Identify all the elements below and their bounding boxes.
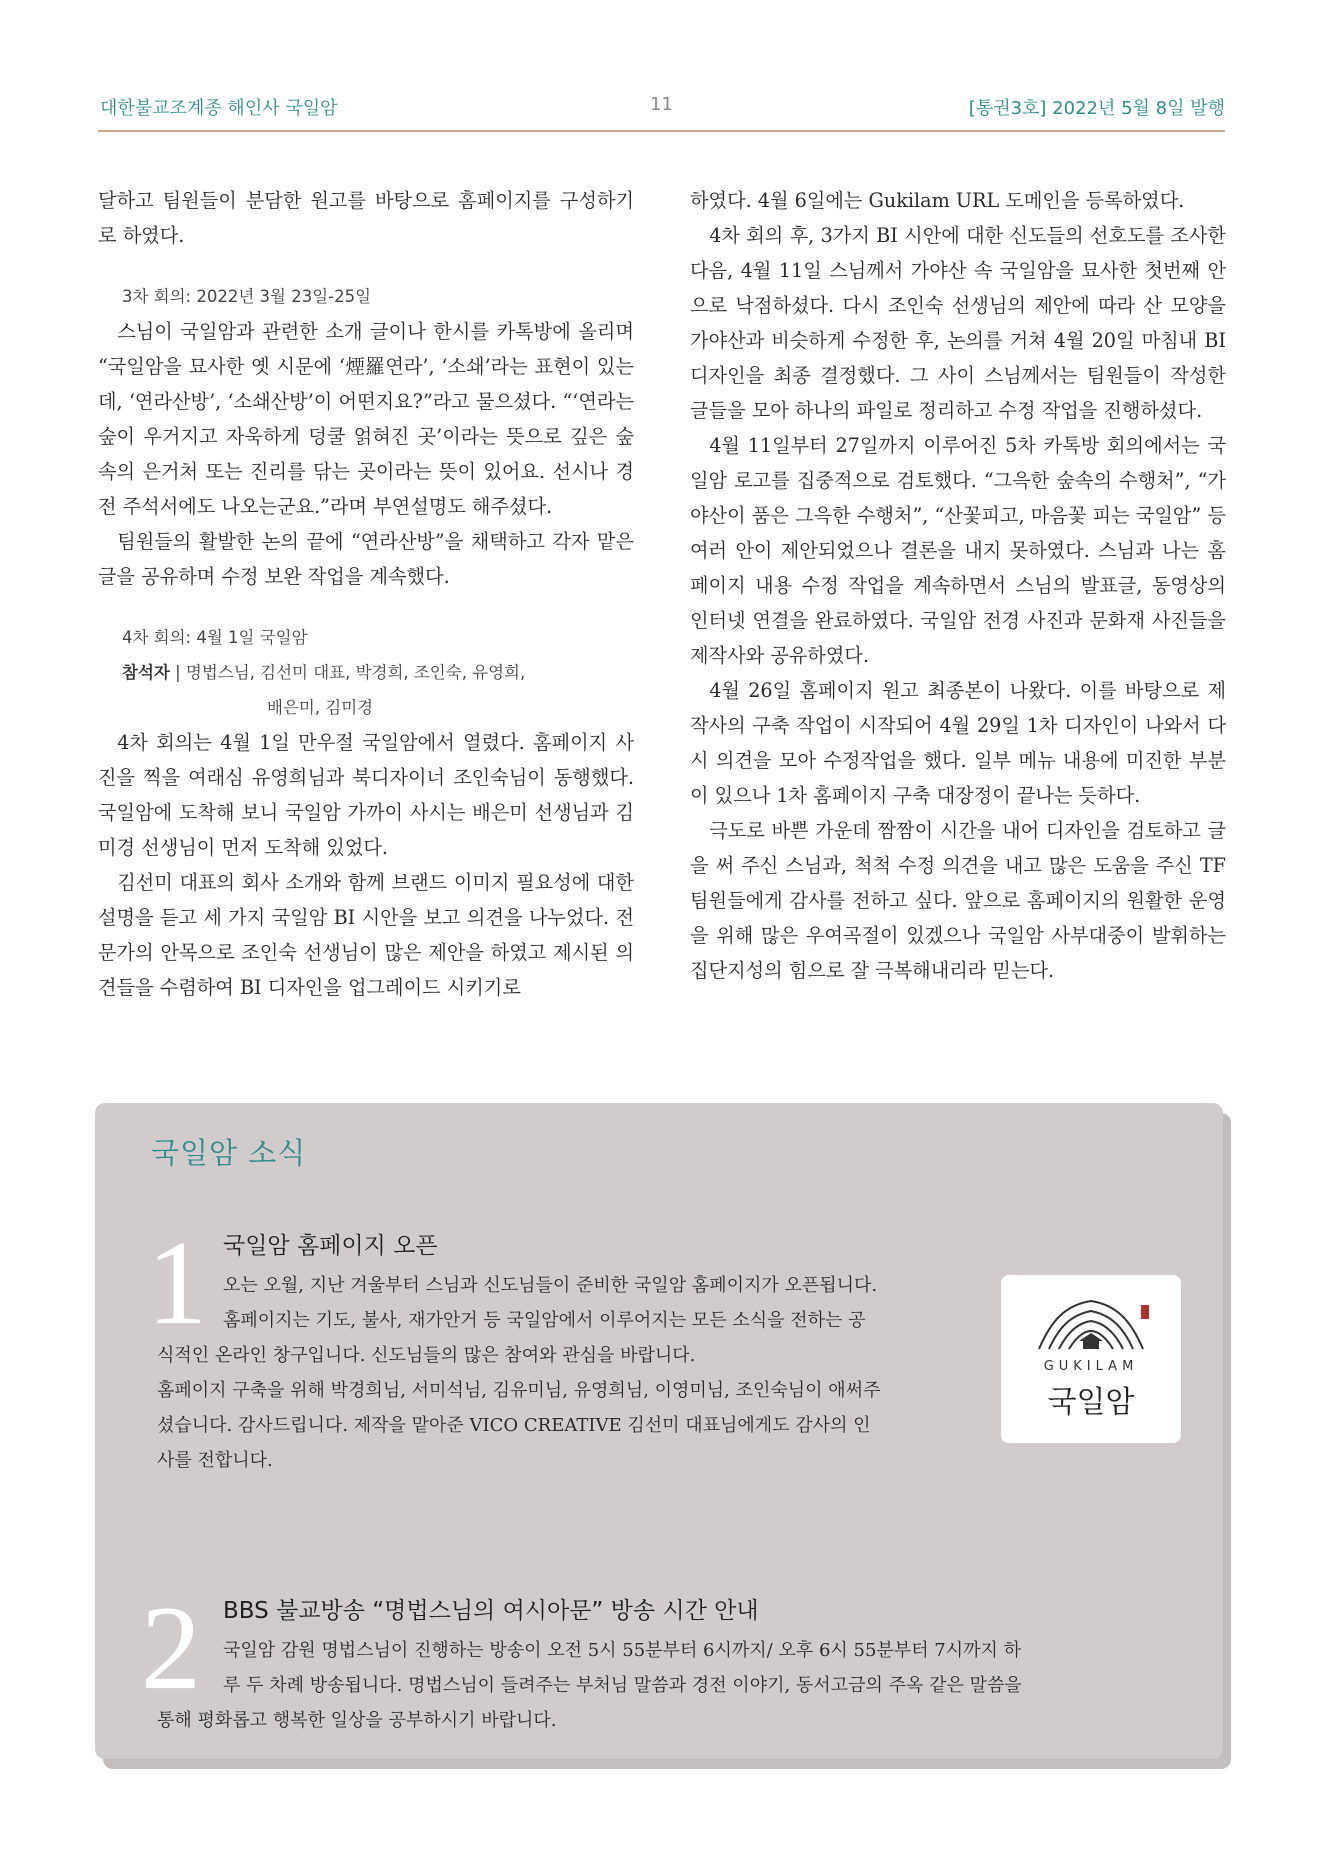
item-2-line: 통해 평화롭고 행복한 일상을 공부하시기 바랍니다. [157,1710,557,1731]
attendees-separator: | [175,663,186,682]
paragraph: 4차 회의는 4월 1일 만우절 국일암에서 열렸다. 홈페이지 사진을 찍을 여래심 유영희님과 북디자이너 조인숙님이 동행했다. 국일암에 도착해 보니 국일암 가까이 사시는 배은미 선생님과 김미경 선생님이 먼저 도착해 있었다. [98,731,634,859]
gukilam-logo-card [1001,1275,1181,1443]
item-1-line: 식적인 온라인 창구입니다. 신도님들의 많은 참여와 관심을 바랍니다. [157,1345,696,1366]
paragraph: 하였다. 4월 6일에는 Gukilam URL 도메인을 등록하였다. [690,189,1185,212]
page-header [98,88,1225,128]
paragraph: 달하고 팀원들이 분담한 원고를 바탕으로 홈페이지를 구성하기로 하였다. [98,189,634,247]
publisher-name: 대한불교조계종 해인사 국일암 [100,98,338,119]
item-1-line: 홈페이지는 기도, 불사, 재가안거 등 국일암에서 이루어지는 모든 소식을 전하는 공 [223,1310,866,1331]
left-column [98,183,634,1005]
item-2-heading: BBS 불교방송 “명법스님의 여시아문” 방송 시간 안내 [223,1598,759,1624]
attendees-list [98,655,634,725]
paragraph: 극도로 바쁜 가운데 짬짬이 시간을 내어 디자인을 검토하고 글을 써 주신 스님과, 척척 수정 의견을 내고 많은 도움을 주신 TF 팀원들에게 감사를 전하고 싶다. 앞으로 홈페이지의 원활한 운영을 위해 많은 우여곡절이 있겠으나 국일암 사부대중이 발휘하는 집단지성의 힘으로 잘 극복해내리라 믿는다. [690,819,1226,982]
item-2-body [157,1633,1022,1738]
paragraph: 4월 11일부터 27일까지 이루어진 5차 카톡방 회의에서는 국일암 로고를 집중적으로 검토했다. “그윽한 숲속의 수행처”, “가야산이 품은 그윽한 수행처”, “산꽃피고, 마음꽃 피는 국일암” 등 여러 안이 제안되었으나 결론을 내지 못하였다. 스님과 나는 홈페이지 내용 수정 작업을 계속하면서 스님의 발표글, 동영상의 인터넷 연결을 완료하였다. 국일암 전경 사진과 문화재 사진들을 제작사와 공유하였다. [690,434,1226,667]
seal-icon [1141,1305,1149,1319]
paragraph: 4차 회의 후, 3가지 BI 시안에 대한 신도들의 선호도를 조사한 다음, 4월 11일 스님께서 가야산 속 국일암을 묘사한 첫번째 안으로 낙점하셨다. 다시 조인숙 선생님의 제안에 따라 산 모양을 가야산과 비슷하게 수정한 후, 논의를 거쳐 4월 20일 마침내 BI 디자인을 최종 결정했다. 그 사이 스님께서는 팀원들이 작성한 글들을 모아 하나의 파일로 정리하고 수정 작업을 진행하셨다. [690,224,1226,422]
item-1-line: 셨습니다. 감사드립니다. 제작을 맡아준 VICO CREATIVE 김선미 대표님에게도 감사의 인 [157,1415,871,1436]
right-column [690,183,1226,988]
logo-korean: 국일암 [1047,1385,1135,1420]
item-1-line: 사를 전합니다. [157,1450,273,1471]
item-1-heading: 국일암 홈페이지 오픈 [223,1233,438,1259]
paragraph: 김선미 대표의 회사 소개와 함께 브랜드 이미지 필요성에 대한 설명을 듣고 세 가지 국일암 BI 시안을 보고 의견을 나누었다. 전문가의 안목으로 조인숙 선생님이 많은 제안을 하였고 제시된 의견들을 수렴하여 BI 디자인을 업그레이드 시키기로 [98,871,634,999]
item-1-line: 오는 오월, 지난 겨울부터 스님과 신도님들이 준비한 국일암 홈페이지가 오픈됩니다. [223,1275,878,1296]
item-1-number: 1 [147,1216,207,1349]
meeting-4-heading: 4차 회의: 4월 1일 국일암 [122,628,308,647]
item-2-line: 루 두 차례 방송됩니다. 명법스님이 들려주는 부처님 말씀과 경전 이야기, 동서고금의 주옥 같은 말씀을 [223,1675,1022,1696]
logo-english: GUKILAM [1043,1359,1139,1374]
news-box [95,1103,1223,1759]
paragraph: 스님이 국일암과 관련한 소개 글이나 한시를 카톡방에 올리며 “국일암을 묘사한 옛 시문에 ‘煙羅연라’, ‘소쇄’라는 표현이 있는데, ‘연라산방’, ‘소쇄산방’이 어떤지요?”라고 물으셨다. “‘연라는 숲이 우거지고 자욱하게 덩쿨 얽혀진 곳’이라는 뜻으로 깊은 숲속의 은거처 또는 진리를 닦는 곳이라는 뜻이 있어요. 선시나 경전 주석서에도 나오는군요.”라며 부연설명도 해주셨다. [98,320,634,518]
attendees-label: 참석자 [122,663,170,682]
item-2-number: 2 [141,1581,201,1714]
header-divider [98,130,1225,132]
item-1-line: 홈페이지 구축을 위해 박경희님, 서미석님, 김유미님, 유영희님, 이영미님, 조인숙님이 애써주 [157,1380,881,1401]
meeting-3-heading: 3차 회의: 2022년 3월 23일-25일 [122,287,372,306]
news-title: 국일암 소식 [151,1136,307,1170]
attendees-names-2: 배은미, 김미경 [267,698,374,717]
paragraph: 팀원들의 활발한 논의 끝에 “연라산방”을 채택하고 각자 맡은 글을 공유하며 수정 보완 작업을 계속했다. [98,530,634,588]
attendees-names-1: 명법스님, 김선미 대표, 박경희, 조인숙, 유영희, [185,663,526,682]
page-number: 11 [650,94,673,115]
item-1-body [157,1268,880,1478]
item-2-line: 국일암 감원 명법스님이 진행하는 방송이 오전 5시 55분부터 6시까지/ 오후 6시 55분부터 7시까지 하 [223,1640,1022,1661]
paragraph: 4월 26일 홈페이지 원고 최종본이 나왔다. 이를 바탕으로 제작사의 구축 작업이 시작되어 4월 29일 1차 디자인이 나와서 다시 의견을 모아 수정작업을 했다. 일부 메뉴 내용에 미진한 부분이 있으나 1차 홈페이지 구축 대장정이 끝나는 듯하다. [690,679,1226,807]
mountain-logo-icon [1001,1275,1181,1365]
issue-info: [통권3호] 2022년 5월 8일 발행 [968,98,1225,119]
